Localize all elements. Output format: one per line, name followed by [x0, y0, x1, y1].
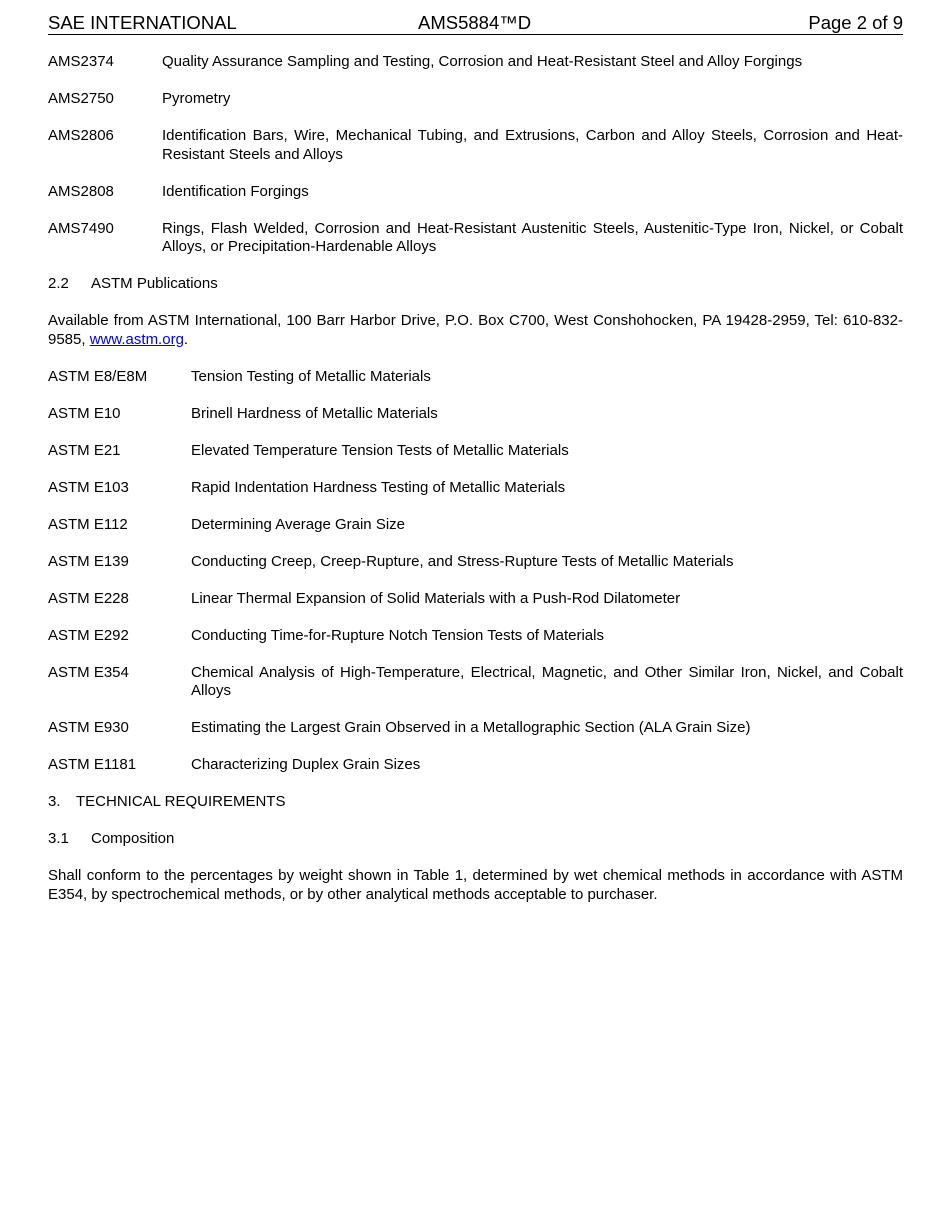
reference-code: AMS7490: [48, 219, 114, 237]
reference-code: ASTM E354: [48, 663, 129, 681]
reference-code: AMS2808: [48, 182, 114, 200]
reference-item: [48, 719, 903, 738]
reference-title: Identification Forgings: [162, 182, 309, 200]
reference-title: Linear Thermal Expansion of Solid Materials with a Push-Rod Dilatometer: [191, 589, 681, 607]
section-number: 3.: [48, 793, 61, 810]
reference-item: [48, 590, 903, 609]
reference-item: [48, 220, 903, 257]
reference-title: Identification Bars, Wire, Mechanical Tubing, and Extrusions, Carbon and Alloy Steels, Corrosion and Heat-Resistant Steels and Alloys: [162, 127, 903, 163]
reference-item: [48, 183, 903, 202]
reference-code: AMS2374: [48, 53, 114, 70]
section-3-heading: [48, 793, 903, 812]
reference-item: [48, 90, 903, 109]
reference-title: Pyrometry: [162, 90, 231, 107]
reference-item: [48, 442, 903, 461]
reference-title: Tension Testing of Metallic Materials: [191, 367, 431, 385]
section-number: 2.2: [48, 275, 69, 292]
reference-item: [48, 53, 903, 72]
reference-code: ASTM E1181: [48, 756, 137, 773]
reference-title: Conducting Creep, Creep-Rupture, and Stress-Rupture Tests of Metallic Materials: [191, 552, 734, 570]
reference-item: [48, 756, 903, 775]
reference-item: [48, 368, 903, 387]
reference-code: ASTM E103: [48, 478, 129, 496]
section-3-1-heading: [48, 830, 903, 849]
header-doc-id: AMS5884™D: [418, 12, 532, 33]
reference-item: [48, 405, 903, 424]
reference-code: ASTM E292: [48, 626, 129, 644]
reference-item: [48, 516, 903, 535]
reference-code: ASTM E112: [48, 515, 128, 533]
reference-title: Rapid Indentation Hardness Testing of Metallic Materials: [191, 478, 566, 496]
reference-item: [48, 479, 903, 498]
page-header: [48, 0, 903, 35]
section-2-2-heading: [48, 275, 903, 294]
astm-reference-list: [48, 368, 903, 775]
reference-item: [48, 553, 903, 572]
header-org: SAE INTERNATIONAL: [48, 12, 237, 33]
section-title: TECHNICAL REQUIREMENTS: [76, 793, 286, 810]
astm-website-link[interactable]: www.astm.org: [89, 330, 184, 348]
reference-title: Quality Assurance Sampling and Testing, Corrosion and Heat-Resistant Steel and Alloy Forgings: [162, 53, 803, 70]
reference-title: Conducting Time-for-Rupture Notch Tension Tests of Materials: [191, 626, 604, 644]
section-number: 3.1: [48, 830, 69, 847]
reference-item: [48, 627, 903, 646]
availability-period: .: [183, 330, 189, 348]
header-page-number: Page 2 of 9: [808, 12, 903, 33]
reference-code: ASTM E228: [48, 589, 129, 607]
ams-reference-list: [48, 53, 903, 257]
reference-title: Chemical Analysis of High-Temperature, Electrical, Magnetic, and Other Similar Iron, Nickel, and Cobalt Alloys: [191, 663, 903, 699]
reference-code: AMS2806: [48, 127, 114, 144]
reference-title: Elevated Temperature Tension Tests of Metallic Materials: [191, 441, 569, 459]
reference-title: Rings, Flash Welded, Corrosion and Heat-Resistant Austenitic Steels, Austenitic-Type Iron, Nickel, or Cobalt Alloys, or Precipitation-Hardenable Alloys: [162, 219, 903, 255]
reference-title: Characterizing Duplex Grain Sizes: [191, 756, 421, 773]
reference-code: ASTM E930: [48, 719, 129, 736]
reference-item: [48, 127, 903, 164]
reference-item: [48, 664, 903, 701]
reference-code: ASTM E8/E8M: [48, 367, 148, 385]
section-title: ASTM Publications: [91, 275, 218, 292]
reference-title: Determining Average Grain Size: [191, 515, 405, 533]
reference-title: Brinell Hardness of Metallic Materials: [191, 404, 438, 422]
reference-title: Estimating the Largest Grain Observed in a Metallographic Section (ALA Grain Size): [191, 719, 751, 736]
reference-code: ASTM E21: [48, 441, 121, 459]
reference-code: AMS2750: [48, 90, 114, 107]
astm-availability-paragraph: [48, 312, 903, 349]
section-title: Composition: [91, 830, 175, 847]
availability-text: Available from ASTM International, 100 Barr Harbor Drive, P.O. Box C700, West Conshohocken, PA 19428-2959, Tel: 610-832-9585,: [48, 312, 903, 348]
reference-code: ASTM E10: [48, 404, 121, 422]
document-page: [48, 0, 903, 904]
reference-code: ASTM E139: [48, 552, 129, 570]
composition-paragraph: Shall conform to the percentages by weight shown in Table 1, determined by wet chemical methods in accordance with ASTM E354, by spectrochemical methods, or by other analytical methods acceptable to purchaser.: [48, 867, 903, 903]
